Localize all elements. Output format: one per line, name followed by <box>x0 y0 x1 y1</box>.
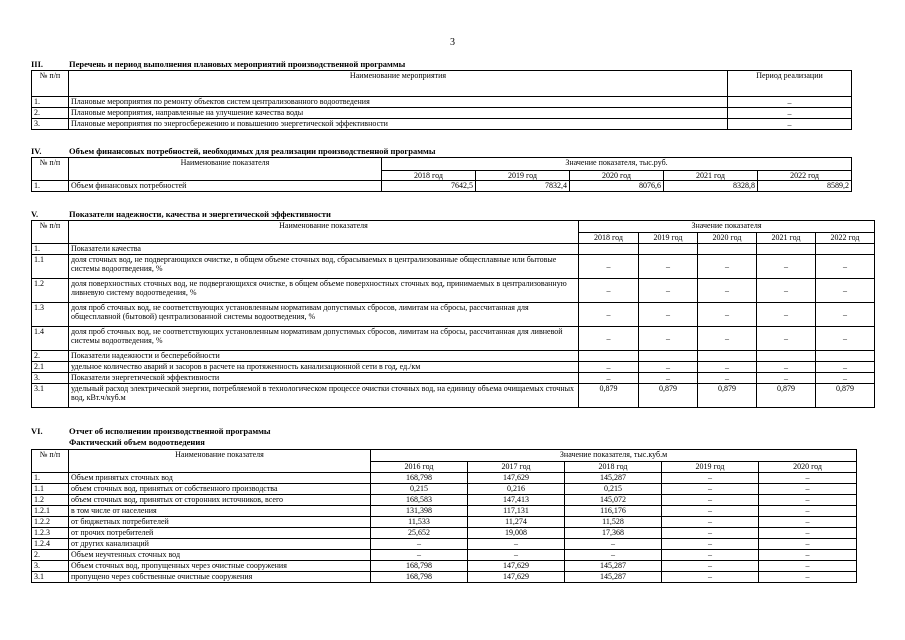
section-title: Перечень и период выполнения плановых мероприятий производственной программы <box>69 59 406 69</box>
header-value: Значение показателя, тыс.руб. <box>382 158 852 171</box>
row-value: – <box>759 539 857 550</box>
row-value <box>698 244 757 255</box>
row-no: 1. <box>32 97 69 108</box>
row-value: 168,583 <box>371 495 468 506</box>
section-number: V. <box>31 209 39 219</box>
row-value: – <box>579 373 639 384</box>
row-value: – <box>468 539 565 550</box>
row-value: – <box>662 550 759 561</box>
row-name: Объем сточных вод, пропущенных через очистные сооружения <box>69 561 371 572</box>
row-value: – <box>662 572 759 583</box>
row-value <box>816 351 875 362</box>
header-name: Наименование показателя <box>69 221 579 244</box>
row-value: – <box>662 517 759 528</box>
row-name: пропущено через собственные очистные сооружения <box>69 572 371 583</box>
row-value <box>757 244 816 255</box>
table-row <box>32 528 857 539</box>
row-value: – <box>639 255 698 279</box>
year-header: 2020 год <box>759 462 857 473</box>
header-name: Наименование показателя <box>69 450 371 473</box>
row-value: 145,287 <box>565 473 662 484</box>
row-value: 7642,5 <box>382 181 476 192</box>
row-value: – <box>468 550 565 561</box>
header-name: Наименование мероприятия <box>69 71 728 97</box>
row-value: – <box>759 561 857 572</box>
row-value: – <box>757 362 816 373</box>
row-name: Показатели качества <box>69 244 579 255</box>
row-no: 1.2.1 <box>32 506 69 517</box>
row-value: – <box>816 327 875 351</box>
row-value: – <box>757 373 816 384</box>
row-value: – <box>816 373 875 384</box>
row-value: 11,533 <box>371 517 468 528</box>
row-value: – <box>816 279 875 303</box>
row-value: – <box>662 539 759 550</box>
table-row <box>32 279 875 303</box>
row-no: 1.2 <box>32 279 69 303</box>
row-value: 147,629 <box>468 572 565 583</box>
row-no: 1.1 <box>32 484 69 495</box>
row-value: – <box>662 506 759 517</box>
header-value: Значение показателя <box>579 221 875 233</box>
year-header: 2021 год <box>664 171 758 181</box>
row-value: – <box>698 373 757 384</box>
row-name: доля поверхностных сточных вод, не подвергающихся очистке, в общем объеме поверхностных сточных вод, принимаемых в централизованную ливневую систему водоотведения, % <box>69 279 579 303</box>
table-s4 <box>31 157 852 192</box>
row-value: 0,879 <box>698 384 757 408</box>
row-name: удельный расход электрической энергии, потребляемой в технологическом процессе очистки сточных вод, на единицу объема очищаемых сточных вод, кВт.ч/куб.м <box>69 384 579 408</box>
table-row <box>32 550 857 561</box>
section-3-heading <box>31 59 405 69</box>
row-no: 1.4 <box>32 327 69 351</box>
year-header: 2022 год <box>816 233 875 244</box>
section-5-heading <box>31 209 331 219</box>
row-value <box>579 351 639 362</box>
row-value: 11,528 <box>565 517 662 528</box>
row-value: 145,287 <box>565 572 662 583</box>
row-value: 131,398 <box>371 506 468 517</box>
row-no: 1. <box>32 244 69 255</box>
row-value: 8076,6 <box>570 181 664 192</box>
row-value: 145,287 <box>565 561 662 572</box>
row-value: 25,652 <box>371 528 468 539</box>
table-row <box>32 181 852 192</box>
row-name: Объем принятых сточных вод <box>69 473 371 484</box>
row-value: – <box>662 528 759 539</box>
row-value: – <box>757 255 816 279</box>
year-header: 2021 год <box>757 233 816 244</box>
row-no: 1.2.3 <box>32 528 69 539</box>
row-value: 145,072 <box>565 495 662 506</box>
row-value: – <box>662 495 759 506</box>
row-value: 0,879 <box>757 384 816 408</box>
table-row <box>32 517 857 528</box>
table-row <box>32 303 875 327</box>
row-value: – <box>579 327 639 351</box>
row-no: 2. <box>32 108 69 119</box>
year-header: 2018 год <box>382 171 476 181</box>
row-no: 1.2.2 <box>32 517 69 528</box>
header-no: № п/п <box>32 158 69 181</box>
row-value: – <box>639 362 698 373</box>
row-value <box>757 351 816 362</box>
section-title: Отчет об исполнении производственной программы <box>69 426 271 436</box>
table-row <box>32 384 875 408</box>
row-value: 168,798 <box>371 473 468 484</box>
row-name: доля проб сточных вод, не соответствующих установленным нормативам допустимых сбросов, лимитам на сбросы, рассчитанная для общесплавной (бытовой) централизованной системы водоотведения, % <box>69 303 579 327</box>
row-no: 3. <box>32 119 69 130</box>
table-row <box>32 255 875 279</box>
row-value: 0,879 <box>579 384 639 408</box>
row-value: – <box>662 484 759 495</box>
section-6-heading <box>31 426 271 436</box>
row-name: от прочих потребителей <box>69 528 371 539</box>
row-value: – <box>816 303 875 327</box>
row-name: доля сточных вод, не подвергающихся очистке, в общем объеме сточных вод, сбрасываемых в централизованные общесплавные или бытовые системы водоотведения, % <box>69 255 579 279</box>
year-header: 2017 год <box>468 462 565 473</box>
row-value <box>639 351 698 362</box>
row-value: – <box>759 495 857 506</box>
row-value: 168,798 <box>371 561 468 572</box>
row-name: Объем финансовых потребностей <box>69 181 382 192</box>
table-row <box>32 373 875 384</box>
row-value: – <box>759 473 857 484</box>
header-value: Значение показателя, тыс.куб.м <box>371 450 857 462</box>
row-name: Показатели надежности и бесперебойности <box>69 351 579 362</box>
section-number: IV. <box>31 146 42 156</box>
row-value <box>579 244 639 255</box>
row-no: 1.2.4 <box>32 539 69 550</box>
row-value: 0,216 <box>468 484 565 495</box>
row-no: 1. <box>32 181 69 192</box>
row-value: 116,176 <box>565 506 662 517</box>
row-value: – <box>759 550 857 561</box>
section-number: III. <box>31 59 44 69</box>
row-name: Плановые мероприятия, направленные на улучшение качества воды <box>69 108 728 119</box>
row-value <box>816 244 875 255</box>
row-value: – <box>698 327 757 351</box>
row-value: – <box>757 327 816 351</box>
table-row <box>32 484 857 495</box>
section-title: Показатели надежности, качества и энергетической эффективности <box>69 209 331 219</box>
row-value: – <box>759 572 857 583</box>
row-no: 2.1 <box>32 362 69 373</box>
row-value: 147,629 <box>468 561 565 572</box>
year-header: 2019 год <box>662 462 759 473</box>
row-name: в том числе от населения <box>69 506 371 517</box>
row-value: – <box>759 484 857 495</box>
header-no: № п/п <box>32 450 69 473</box>
table-row <box>32 561 857 572</box>
row-value: – <box>639 303 698 327</box>
year-header: 2016 год <box>371 462 468 473</box>
row-value: – <box>759 506 857 517</box>
row-no: 1. <box>32 473 69 484</box>
row-value: 0,215 <box>371 484 468 495</box>
row-name: объем сточных вод, принятых от собственного производства <box>69 484 371 495</box>
row-no: 1.1 <box>32 255 69 279</box>
table-row <box>32 473 857 484</box>
row-value: 0,879 <box>639 384 698 408</box>
row-value: – <box>698 362 757 373</box>
year-header: 2019 год <box>476 171 570 181</box>
table-row <box>32 351 875 362</box>
table-row <box>32 362 875 373</box>
row-no: 2. <box>32 550 69 561</box>
row-value: – <box>579 279 639 303</box>
row-value: – <box>639 373 698 384</box>
row-name: от бюджетных потребителей <box>69 517 371 528</box>
table-row <box>32 506 857 517</box>
row-value: – <box>579 255 639 279</box>
row-value: – <box>579 303 639 327</box>
section-number: VI. <box>31 426 43 436</box>
row-no: 3. <box>32 373 69 384</box>
row-value: – <box>757 303 816 327</box>
row-value: – <box>698 255 757 279</box>
header-no: № п/п <box>32 71 69 97</box>
page-number: 3 <box>450 37 455 48</box>
section-6-subtitle: Фактический объем водоотведения <box>69 437 205 447</box>
row-name: удельное количество аварий и засоров в расчете на протяженность канализационной сети в год, ед./км <box>69 362 579 373</box>
row-value: 8328,8 <box>664 181 758 192</box>
table-s3 <box>31 70 852 130</box>
year-header: 2022 год <box>758 171 852 181</box>
row-name: Плановые мероприятия по энергосбережению и повышению энергетической эффективности <box>69 119 728 130</box>
year-header: 2018 год <box>565 462 662 473</box>
row-value: – <box>816 362 875 373</box>
row-value: – <box>816 255 875 279</box>
row-period: – <box>728 108 852 119</box>
row-value: – <box>639 279 698 303</box>
row-name: Объем неучтенных сточных вод <box>69 550 371 561</box>
row-value: – <box>579 362 639 373</box>
row-no: 3.1 <box>32 384 69 408</box>
year-header: 2018 год <box>579 233 639 244</box>
row-value: 0,215 <box>565 484 662 495</box>
row-period: – <box>728 97 852 108</box>
table-row <box>32 495 857 506</box>
row-value: 7832,4 <box>476 181 570 192</box>
table-row <box>32 119 852 130</box>
row-value: – <box>639 327 698 351</box>
table-s5 <box>31 220 875 408</box>
row-name: доля проб сточных вод, не соответствующих установленным нормативам допустимых сбросов, лимитам на сбросы, рассчитанная для ливневой системы водоотведения, % <box>69 327 579 351</box>
row-value: – <box>759 528 857 539</box>
row-value: 19,008 <box>468 528 565 539</box>
row-value: – <box>662 561 759 572</box>
row-value: 17,368 <box>565 528 662 539</box>
header-no: № п/п <box>32 221 69 244</box>
section-title: Объем финансовых потребностей, необходимых для реализации производственной программы <box>69 146 436 156</box>
row-value: 117,131 <box>468 506 565 517</box>
row-value: 147,413 <box>468 495 565 506</box>
year-header: 2019 год <box>639 233 698 244</box>
row-value: 147,629 <box>468 473 565 484</box>
row-value: – <box>371 550 468 561</box>
table-row <box>32 572 857 583</box>
row-no: 2. <box>32 351 69 362</box>
row-value: 168,798 <box>371 572 468 583</box>
row-no: 3.1 <box>32 572 69 583</box>
row-value: – <box>565 550 662 561</box>
row-value: – <box>757 279 816 303</box>
row-value <box>698 351 757 362</box>
row-value: – <box>662 473 759 484</box>
row-value: – <box>565 539 662 550</box>
row-name: Показатели энергетической эффективности <box>69 373 579 384</box>
row-name: от других канализаций <box>69 539 371 550</box>
row-value: 8589,2 <box>758 181 852 192</box>
section-4-heading <box>31 146 435 156</box>
header-period: Период реализации <box>728 71 852 97</box>
row-value: – <box>698 279 757 303</box>
row-value: – <box>698 303 757 327</box>
row-value: 11,274 <box>468 517 565 528</box>
table-s6 <box>31 449 857 583</box>
table-row <box>32 244 875 255</box>
row-name: объем сточных вод, принятых от сторонних источников, всего <box>69 495 371 506</box>
table-row <box>32 539 857 550</box>
row-name: Плановые мероприятия по ремонту объектов систем централизованного водоотведения <box>69 97 728 108</box>
row-no: 1.2 <box>32 495 69 506</box>
row-no: 1.3 <box>32 303 69 327</box>
row-value: – <box>759 517 857 528</box>
year-header: 2020 год <box>570 171 664 181</box>
table-row <box>32 97 852 108</box>
row-no: 3. <box>32 561 69 572</box>
table-row <box>32 327 875 351</box>
row-value: – <box>371 539 468 550</box>
year-header: 2020 год <box>698 233 757 244</box>
header-name: Наименование показателя <box>69 158 382 181</box>
row-value <box>639 244 698 255</box>
table-row <box>32 108 852 119</box>
row-value: 0,879 <box>816 384 875 408</box>
row-period: – <box>728 119 852 130</box>
